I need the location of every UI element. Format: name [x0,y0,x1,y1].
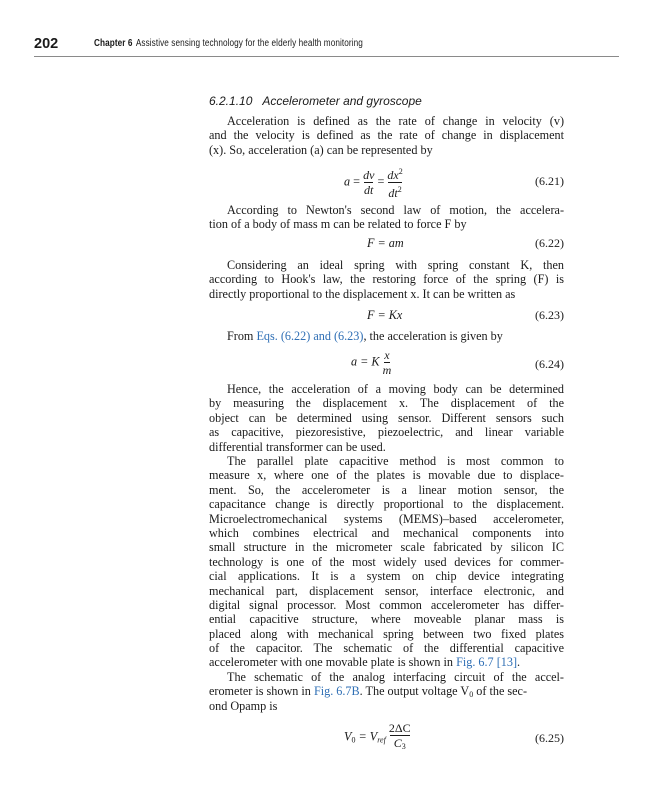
text-line: According to Newton's second law of motion, the accelera- [227,203,564,217]
text-line: The schematic of the analog interfacing circuit of the accel- [227,670,564,684]
paragraph-3 [209,258,564,301]
fraction-numerator: 2ΔC [388,721,411,735]
equation-6-21 [209,165,564,200]
fraction-denominator: dt [364,183,374,197]
text-line: erometer is shown in Fig. 6.7B. The output voltage $V_0$ of the sec- [209,684,528,700]
equation-body: F = Kx [367,308,403,322]
chapter-title: Assistive sensing technology for the elderly health monitoring [135,38,363,49]
equation-body: $V_0 = V_{ref}$ $\frac{2\Delta C}{C_3}$ [344,721,411,754]
text-line: as capacitive, piezoresistive, piezoelectric, and linear variable [209,425,564,440]
fraction-denominator: C [393,736,402,750]
text-line: differential transformer can be used. [209,439,386,454]
text-line: The parallel plate capacitive method is most common to [227,454,564,468]
text-line: From Eqs. (6.22) and (6.23), the acceleration is given by [227,329,503,343]
equation-number: (6.24) [535,357,564,371]
superscript: 2 [397,185,402,194]
chapter-label: Chapter 6 [94,38,133,49]
figure-reference-link[interactable]: Fig. 6.7 [13] [456,655,517,670]
section-number: 6.2.1.10 [209,94,253,108]
chapter-header [94,38,363,49]
text-line: directly proportional to the displacement x. It can be written as [209,286,516,301]
text-line: (x). So, acceleration (a) can be represented by [209,142,433,157]
figure-reference-link[interactable]: Fig. 6.7B [313,684,360,699]
text-line: small structure in the micrometer scale fabricated by silicon IC [209,540,564,555]
paragraph-4 [209,329,564,343]
text-line: ential capacitive structure, where moveable planar mass is [209,612,564,627]
paragraph-6 [209,454,564,670]
eq-lhs: V [344,729,352,744]
equation-reference-link[interactable]: Eqs. (6.22) and (6.23) [256,329,364,343]
paragraph-1 [209,114,564,157]
equation-body: a = $\frac{dv}{dt}$ = $\frac{dx^2}{dt^2}$ [344,167,403,200]
equation-number: (6.21) [535,174,564,188]
text-line: Microelectromechanical systems (MEMS)–based accelerometer, [209,511,564,526]
section-title: Accelerometer and gyroscope [262,94,422,108]
equation-6-23 [209,308,564,324]
fraction-denominator: m [382,363,392,377]
text-line: object can be determined using sensor. Different sensors such [209,410,564,425]
equation-6-22 [209,236,564,252]
text-line: accelerometer with one movable plate is shown in Fig. 6.7 [13]. [209,655,521,670]
fraction [387,165,402,200]
fraction-numerator: dv [363,168,375,182]
running-header [34,34,619,57]
paragraph-5 [209,382,564,454]
text-line: which combines electrical and mechanical components into [209,525,564,540]
text-line: Hence, the acceleration of a moving body can be determined [227,382,564,396]
equation-6-24 [209,348,564,380]
text-line: technology is one of the most widely used devices for commer- [209,554,564,569]
section-heading [209,94,422,108]
fraction-numerator: x [384,348,390,362]
text-line: Acceleration is defined as the rate of change in velocity (v) [227,114,564,128]
fraction [363,168,374,197]
fraction-numerator: dx [387,168,399,182]
fraction-denominator: dt [388,186,398,200]
fraction [383,348,392,377]
text-line: digital signal processor. Most common accelerometer has differ- [209,597,564,612]
equation-number: (6.23) [535,308,564,322]
text-line: placed along with mechanical spring between two fixed plates [209,626,564,641]
eq-lhs: a [344,174,351,189]
text-line: of the capacitor. The schematic of the differential capacitive [209,641,564,656]
page-number: 202 [34,36,59,52]
superscript: 2 [398,167,403,176]
paragraph-2 [209,203,564,232]
fraction: $\frac{2\Delta C}{C_3}$ [388,721,411,751]
text-line: cial applications. It is a system on chip device integrating [209,569,564,584]
text-line: ment. So, the accelerometer is a linear motion sensor, the [209,482,564,497]
text-line: tion of a body of mass m can be related to force F by [209,217,467,232]
equation-body [351,348,391,377]
equation-6-25 [209,721,564,755]
text-line: mechanical part, displacement sensor, interface electronic, and [209,583,564,598]
text-line: Considering an ideal spring with spring constant K, then [227,258,564,272]
equation-number: (6.25) [535,731,564,745]
text-line: ond Opamp is [209,698,278,713]
text-line: by measuring the displacement x. The displacement of the [209,396,564,411]
text-line: capacitance change is directly proportional to the displacement. [209,497,564,512]
text-line: according to Hook's law, the restoring force of the spring (F) is [209,272,564,287]
text-line: measure x, where one of the plates is movable due to displace- [209,468,564,483]
equation-body: F = am [367,236,404,250]
eq-lhs: a = K [351,354,380,369]
equation-number: (6.22) [535,236,564,250]
text-line: and the velocity is defined as the rate of change in displacement [209,128,564,143]
paragraph-7 [209,670,564,713]
